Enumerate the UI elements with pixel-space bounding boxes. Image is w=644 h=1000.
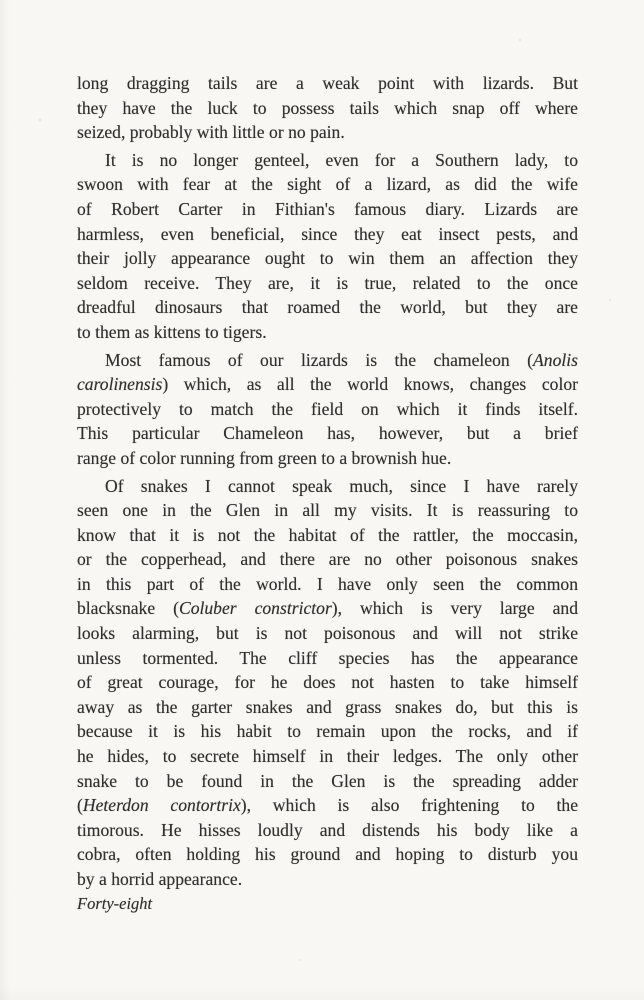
text-segment: blacksnake (	[77, 598, 179, 619]
text-line	[77, 271, 578, 296]
text-line	[77, 523, 578, 548]
text-segment: ), which is very large and	[331, 598, 578, 619]
text-line	[77, 474, 578, 499]
text-segment: away as the garter snakes and grass snakes do, but this is	[77, 696, 578, 717]
text-line	[77, 446, 578, 471]
text-line	[77, 842, 578, 867]
text-line	[77, 793, 578, 818]
text-line	[77, 744, 578, 769]
text-line	[77, 719, 578, 744]
text-segment: they have the luck to possess tails which snap off where	[77, 97, 578, 118]
text-line	[77, 572, 578, 597]
text-segment: or the copperhead, and there are no other poisonous snakes	[77, 549, 578, 570]
text-line	[77, 172, 578, 197]
page-number: Forty-eight	[77, 894, 153, 913]
text-segment: protectively to match the field on which it finds itself.	[77, 398, 578, 419]
page-text-block	[77, 71, 578, 892]
text-segment: to them as kittens to tigers.	[77, 321, 267, 342]
paragraph	[77, 148, 578, 345]
text-line	[77, 372, 578, 397]
text-line	[77, 867, 578, 892]
text-segment: This particular Chameleon has, however, but a brief	[77, 423, 578, 444]
text-line	[77, 71, 578, 96]
species-name-italic: Coluber constrictor	[178, 598, 332, 619]
text-segment: seized, probably with little or no pain.	[77, 122, 345, 143]
text-segment: harmless, even beneficial, since they eat insect pests, and	[77, 223, 578, 244]
text-segment: in this part of the world. I have only seen the common	[77, 573, 578, 594]
text-line	[77, 596, 578, 621]
text-segment: by a horrid appearance.	[77, 869, 243, 889]
text-line	[77, 818, 578, 843]
text-segment: seldom receive. They are, it is true, related to the once	[77, 272, 578, 293]
text-line	[77, 621, 578, 646]
text-segment: because it is his habit to remain upon the rocks, and if	[77, 721, 578, 742]
text-line	[77, 120, 578, 145]
text-segment: Of snakes I cannot speak much, since I have rarely	[105, 475, 578, 496]
paragraph	[77, 71, 578, 145]
text-line	[77, 695, 578, 720]
text-segment: cobra, often holding his ground and hoping to disturb you	[77, 844, 578, 865]
text-segment: their jolly appearance ought to win them an affection they	[77, 248, 578, 269]
text-line	[77, 670, 578, 695]
text-segment: know that it is not the habitat of the rattler, the moccasin,	[77, 524, 578, 545]
text-line	[77, 769, 578, 794]
text-line	[77, 397, 578, 422]
text-segment: timorous. He hisses loudly and distends his body like a	[77, 819, 578, 840]
text-line	[77, 421, 578, 446]
text-line	[77, 222, 578, 247]
text-segment: ) which, as all the world knows, changes color	[162, 374, 578, 395]
text-segment: It is no longer genteel, even for a Southern lady, to	[105, 149, 578, 170]
text-segment: he hides, to secrete himself in their ledges. The only other	[77, 746, 578, 767]
text-segment: long dragging tails are a weak point with lizards. But	[77, 73, 578, 93]
text-line	[77, 320, 578, 345]
text-segment: seen one in the Glen in all my visits. It is reassuring to	[77, 500, 578, 521]
text-line	[77, 547, 578, 572]
text-segment: snake to be found in the Glen is the spreading adder	[77, 770, 578, 791]
text-line	[77, 197, 578, 222]
species-name-italic: carolinensis	[77, 374, 163, 395]
text-line	[77, 148, 578, 173]
text-line	[77, 348, 578, 373]
species-name-italic: Heterdon contortrix	[82, 795, 241, 816]
text-segment: unless tormented. The cliff species has the appearance	[77, 647, 578, 668]
text-line	[77, 295, 578, 320]
species-name-italic: Anolis	[533, 349, 578, 370]
text-line	[77, 498, 578, 523]
paragraph	[77, 348, 578, 471]
text-segment: looks alarming, but is not poisonous and will not strike	[77, 623, 578, 644]
text-segment: range of color running from green to a brownish hue.	[77, 447, 452, 468]
text-segment: of great courage, for he does not hasten to take himself	[77, 672, 578, 693]
text-segment: of Robert Carter in Fithian's famous diary. Lizards are	[77, 198, 578, 219]
text-segment: dreadful dinosaurs that roamed the world, but they are	[77, 297, 578, 318]
text-line	[77, 96, 578, 121]
text-segment: swoon with fear at the sight of a lizard, as did the wife	[77, 174, 578, 195]
paragraph	[77, 474, 578, 892]
text-line	[77, 646, 578, 671]
text-segment: ), which is also frightening to the	[240, 795, 578, 816]
text-segment: Most famous of our lizards is the chameleon (	[105, 349, 534, 370]
text-line	[77, 246, 578, 271]
text-segment: (	[77, 795, 83, 816]
